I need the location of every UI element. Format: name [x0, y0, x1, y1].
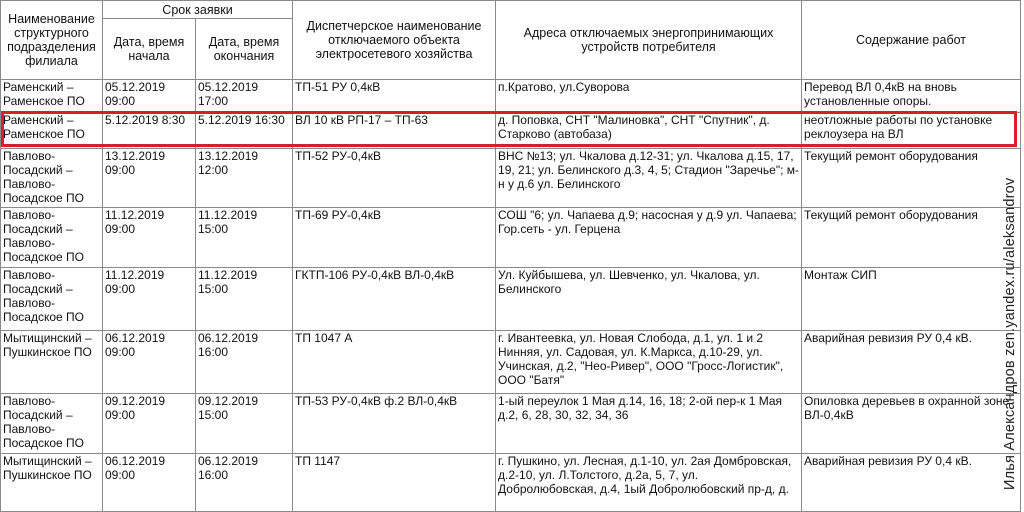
cell-start: 09.12.2019 09:00	[103, 394, 196, 454]
cell-dept: Павлово-Посадский – Павлово-Посадское ПО	[1, 394, 103, 454]
cell-start: 13.12.2019 09:00	[103, 149, 196, 208]
cell-object: ГКТП-106 РУ-0,4кВ ВЛ-0,4кВ	[293, 268, 496, 331]
cell-work: Опиловка деревьев в охранной зоне ВЛ-0,4кВ	[802, 394, 1021, 454]
cell-object: ТП-53 РУ-0,4кВ ф.2 ВЛ-0,4кВ	[293, 394, 496, 454]
cell-object: ТП 1047 А	[293, 331, 496, 394]
header-start: Дата, время начала	[103, 19, 196, 80]
cell-address: ВНС №13; ул. Чкалова д.12-31; ул. Чкалова д.15, 17, 19, 21; ул. Белинского д.3, 4, 5; Стадион "Заречье"; м-н у д.6 ул. Белинского	[496, 149, 802, 208]
table-row	[1, 454, 1021, 512]
cell-address: 1-ый переулок 1 Мая д.14, 16, 18; 2-ой пер-к 1 Мая д.2, 6, 28, 30, 32, 34, 36	[496, 394, 802, 454]
cell-work: Аварийная ревизия РУ 0,4 кВ.	[802, 331, 1021, 394]
table-row	[1, 208, 1021, 268]
table-row	[1, 113, 1021, 149]
cell-work: Монтаж СИП	[802, 268, 1021, 331]
header-object: Диспетчерское наименование отключаемого объекта электросетевого хозяйства	[293, 1, 496, 80]
cell-work: неотложные работы по установке реклоузера на ВЛ	[802, 113, 1021, 149]
cell-address: г. Ивантеевка, ул. Новая Слобода, д.1, ул. 1 и 2 Нинняя, ул. Садовая, ул. К.Маркса, д.10-29, ул. Учинская, д.2, "Нео-Ривер", ООО "Гросс-Логистик", ООО "Батя"	[496, 331, 802, 394]
cell-dept: Раменский – Раменское ПО	[1, 113, 103, 149]
cell-start: 11.12.2019 09:00	[103, 208, 196, 268]
table-row	[1, 394, 1021, 454]
cell-work: Текущий ремонт оборудования	[802, 208, 1021, 268]
cell-end: 5.12.2019 16:30	[196, 113, 293, 149]
cell-object: ТП-52 РУ-0,4кВ	[293, 149, 496, 208]
cell-object: ВЛ 10 кВ РП-17 – ТП-63	[293, 113, 496, 149]
cell-end: 11.12.2019 15:00	[196, 268, 293, 331]
cell-object: ТП-51 РУ 0,4кВ	[293, 80, 496, 113]
cell-dept: Павлово-Посадский – Павлово-Посадское ПО	[1, 149, 103, 208]
watermark-text: Илья Александров zen.yandex.ru/aleksandrov	[1002, 177, 1018, 490]
cell-end: 09.12.2019 15:00	[196, 394, 293, 454]
header-address: Адреса отключаемых энергопринимающих устройств потребителя	[496, 1, 802, 80]
cell-start: 11.12.2019 09:00	[103, 268, 196, 331]
cell-address: СОШ "6; ул. Чапаева д.9; насосная у д.9 ул. Чапаева; Гор.сеть - ул. Герцена	[496, 208, 802, 268]
cell-start: 06.12.2019 09:00	[103, 331, 196, 394]
cell-work: Аварийная ревизия РУ 0,4 кВ.	[802, 454, 1021, 512]
cell-dept: Раменский – Раменское ПО	[1, 80, 103, 113]
header-period: Срок заявки	[103, 1, 293, 19]
cell-dept: Павлово-Посадский – Павлово-Посадское ПО	[1, 268, 103, 331]
cell-start: 5.12.2019 8:30	[103, 113, 196, 149]
cell-dept: Мытищинский – Пушкинское ПО	[1, 331, 103, 394]
cell-end: 13.12.2019 12:00	[196, 149, 293, 208]
table-row	[1, 331, 1021, 394]
table-row	[1, 268, 1021, 331]
table-row	[1, 149, 1021, 208]
cell-address: д. Поповка, СНТ "Малиновка", СНТ "Спутник", д. Старково (автобаза)	[496, 113, 802, 149]
cell-end: 06.12.2019 16:00	[196, 331, 293, 394]
header-dept: Наименование структурного подразделения филиала	[1, 1, 103, 80]
cell-start: 06.12.2019 09:00	[103, 454, 196, 512]
cell-work: Текущий ремонт оборудования	[802, 149, 1021, 208]
cell-object: ТП 1147	[293, 454, 496, 512]
cell-work: Перевод ВЛ 0,4кВ на вновь установленные опоры.	[802, 80, 1021, 113]
cell-dept: Павлово-Посадский – Павлово-Посадское ПО	[1, 208, 103, 268]
cell-address: Ул. Куйбышева, ул. Шевченко, ул. Чкалова, ул. Белинского	[496, 268, 802, 331]
cell-address: п.Кратово, ул.Суворова	[496, 80, 802, 113]
cell-object: ТП-69 РУ-0,4кВ	[293, 208, 496, 268]
cell-end: 06.12.2019 16:00	[196, 454, 293, 512]
cell-address: г. Пушкино, ул. Лесная, д.1-10, ул. 2ая Домбровская, д.2-10, ул. Л.Толстого, д.2а, 5, 7, ул. Добролюбовская, д.4, 1ый Добролюбовский пр-д, д.	[496, 454, 802, 512]
cell-end: 11.12.2019 15:00	[196, 208, 293, 268]
cell-end: 05.12.2019 17:00	[196, 80, 293, 113]
table-row	[1, 80, 1021, 113]
header-work: Содержание работ	[802, 1, 1021, 80]
header-end: Дата, время окончания	[196, 19, 293, 80]
cell-dept: Мытищинский – Пушкинское ПО	[1, 454, 103, 512]
cell-start: 05.12.2019 09:00	[103, 80, 196, 113]
